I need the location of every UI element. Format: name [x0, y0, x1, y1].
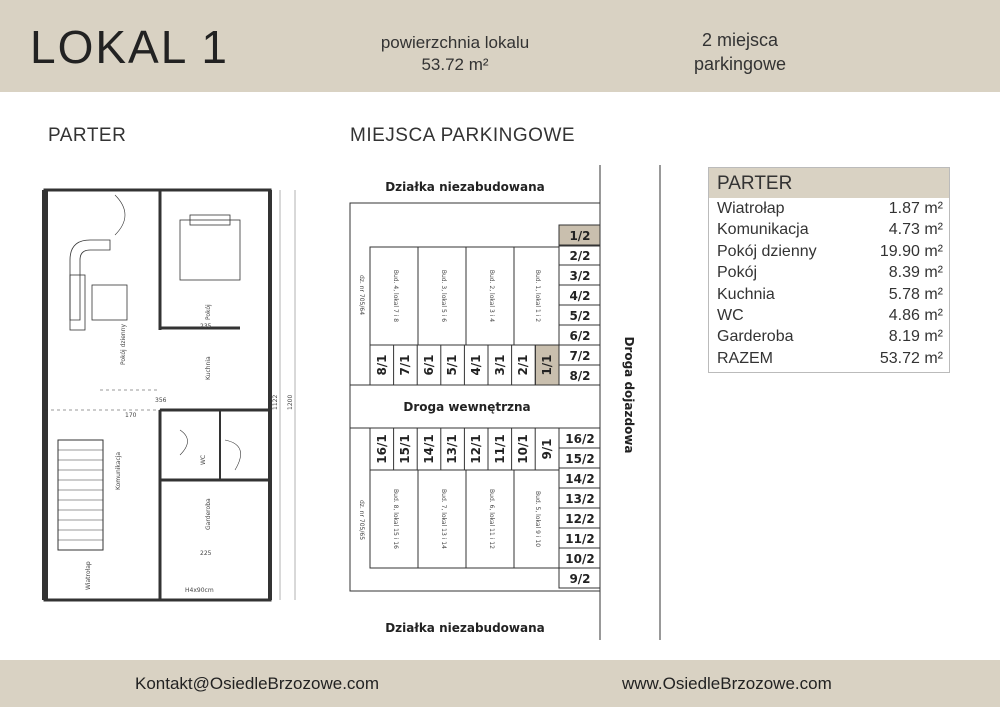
parking-spot: 8/2 [569, 369, 591, 383]
building-label: Bud. 4, lokal 7 i 8 [392, 269, 399, 323]
parking-spot: 4/1 [469, 354, 483, 376]
room-name: Garderoba [717, 328, 794, 346]
parking-spot: 7/2 [569, 349, 591, 363]
table-header: PARTER [709, 168, 949, 198]
parking-spot: 6/1 [422, 354, 436, 376]
plot-bottom-label: Działka niezabudowana [385, 621, 545, 635]
room-area-table [708, 167, 950, 373]
contact-email[interactable]: Kontakt@OsiedleBrzozowe.com [135, 674, 380, 693]
room-name: RAZEM [717, 349, 773, 367]
parking-spot: 9/1 [540, 438, 554, 460]
fp-label-vestibule: Wiatrołap [85, 561, 92, 590]
parking-spot: 2/1 [516, 354, 530, 376]
table-row [709, 326, 949, 347]
building-label: Bud. 3, lokal 5 i 6 [440, 269, 447, 323]
parking-spot-highlighted: 1/1 [540, 354, 554, 376]
fp-dim-inner: 1122 [272, 394, 279, 410]
fp-label-living: Pokój dzienny [120, 323, 127, 365]
table-row [709, 219, 949, 240]
area-info [365, 32, 545, 76]
parking-spot: 2/2 [569, 249, 591, 263]
parking-spot: 11/2 [565, 532, 595, 546]
table-row [709, 284, 949, 305]
parking-spot: 12/2 [565, 512, 595, 526]
table-row [709, 241, 949, 262]
fp-dim-window: H4x90cm [185, 587, 214, 594]
floor-plan [30, 160, 320, 640]
fp-dim-170: 170 [125, 412, 137, 419]
parking-spot: 5/1 [445, 354, 459, 376]
parking-spot: 15/1 [398, 434, 412, 464]
room-area: 53.72 m² [879, 349, 943, 367]
plot-top-label: Działka niezabudowana [385, 180, 545, 194]
fp-dim-356: 356 [155, 397, 167, 404]
room-name: Kuchnia [717, 285, 775, 303]
parking-spot: 10/2 [565, 552, 595, 566]
table-row [709, 305, 949, 326]
table-row [709, 262, 949, 283]
parking-spot: 13/1 [445, 434, 459, 464]
table-row [709, 198, 949, 219]
parking-spot: 10/1 [516, 434, 530, 464]
parking-line1: 2 miejsca [701, 30, 779, 50]
room-area: 8.19 m² [888, 328, 943, 346]
parking-spot: 3/2 [569, 269, 591, 283]
room-name: Komunikacja [717, 221, 809, 239]
parking-spot: 16/1 [375, 434, 389, 464]
building-label: Bud. 2, lokal 3 i 4 [488, 269, 495, 323]
fp-dim-235: 235 [200, 323, 212, 330]
fp-label-wc: WC [200, 454, 207, 465]
fp-label-wardrobe: Garderoba [205, 498, 212, 530]
parking-spot: 11/1 [493, 434, 507, 464]
area-label: powierzchnia lokalu [380, 33, 530, 52]
building-label: Bud. 8, lokal 15 i 16 [392, 489, 399, 549]
room-area: 4.73 m² [888, 221, 943, 239]
building-label: Bud. 1, lokal 1 i 2 [534, 269, 541, 323]
section-parter-title: PARTER [48, 125, 127, 146]
plot-number-top: dz. nr 705/64 [358, 274, 365, 316]
fp-label-room: Pokój [205, 304, 212, 320]
parking-spot: 7/1 [398, 354, 412, 376]
area-value: 53.72 m² [421, 55, 489, 74]
access-road-label: Droga dojazdowa [622, 336, 636, 454]
parking-spot: 5/2 [569, 309, 591, 323]
fp-label-corridor: Komunikacja [115, 451, 122, 490]
room-area: 8.39 m² [888, 264, 943, 282]
parking-spot: 14/2 [565, 472, 595, 486]
section-parking-title: MIEJSCA PARKINGOWE [350, 125, 576, 146]
parking-plan [340, 165, 670, 645]
inner-road-label: Droga wewnętrzna [403, 400, 531, 414]
parking-spot: 13/2 [565, 492, 595, 506]
page-title: LOKAL 1 [30, 21, 229, 73]
room-name: Pokój dzienny [717, 242, 817, 260]
parking-line2: parkingowe [693, 54, 787, 74]
parking-spot: 1/2 [569, 229, 591, 243]
building-label: Bud. 6, lokal 11 i 12 [488, 489, 495, 549]
fp-dim-225: 225 [200, 550, 212, 557]
building-label: Bud. 7, lokal 13 i 14 [440, 489, 447, 549]
room-name: WC [717, 306, 744, 324]
parking-spot: 16/2 [565, 432, 595, 446]
table-row-total [709, 348, 949, 369]
parking-info [660, 28, 820, 76]
room-name: Pokój [717, 264, 758, 282]
parking-spot: 15/2 [565, 452, 595, 466]
room-area: 1.87 m² [888, 200, 943, 217]
parking-spot: 6/2 [569, 329, 591, 343]
parking-spot: 12/1 [469, 434, 483, 464]
parking-spot: 14/1 [422, 434, 436, 464]
fp-dim-total: 1200 [287, 394, 294, 410]
room-area: 19.90 m² [879, 242, 943, 260]
parking-spot: 8/1 [375, 354, 389, 376]
room-area: 4.86 m² [888, 306, 943, 324]
room-name: Wiatrołap [717, 200, 785, 217]
website-link[interactable]: www.OsiedleBrzozowe.com [622, 674, 832, 693]
parking-spot: 4/2 [569, 289, 591, 303]
parking-spot: 9/2 [569, 572, 591, 586]
parking-spot: 3/1 [493, 354, 507, 376]
fp-label-kitchen: Kuchnia [205, 356, 212, 380]
plot-number-bottom: dz. nr 705/65 [358, 499, 365, 541]
building-label: Bud. 5, lokal 9 i 10 [534, 490, 541, 548]
room-area: 5.78 m² [888, 285, 943, 303]
